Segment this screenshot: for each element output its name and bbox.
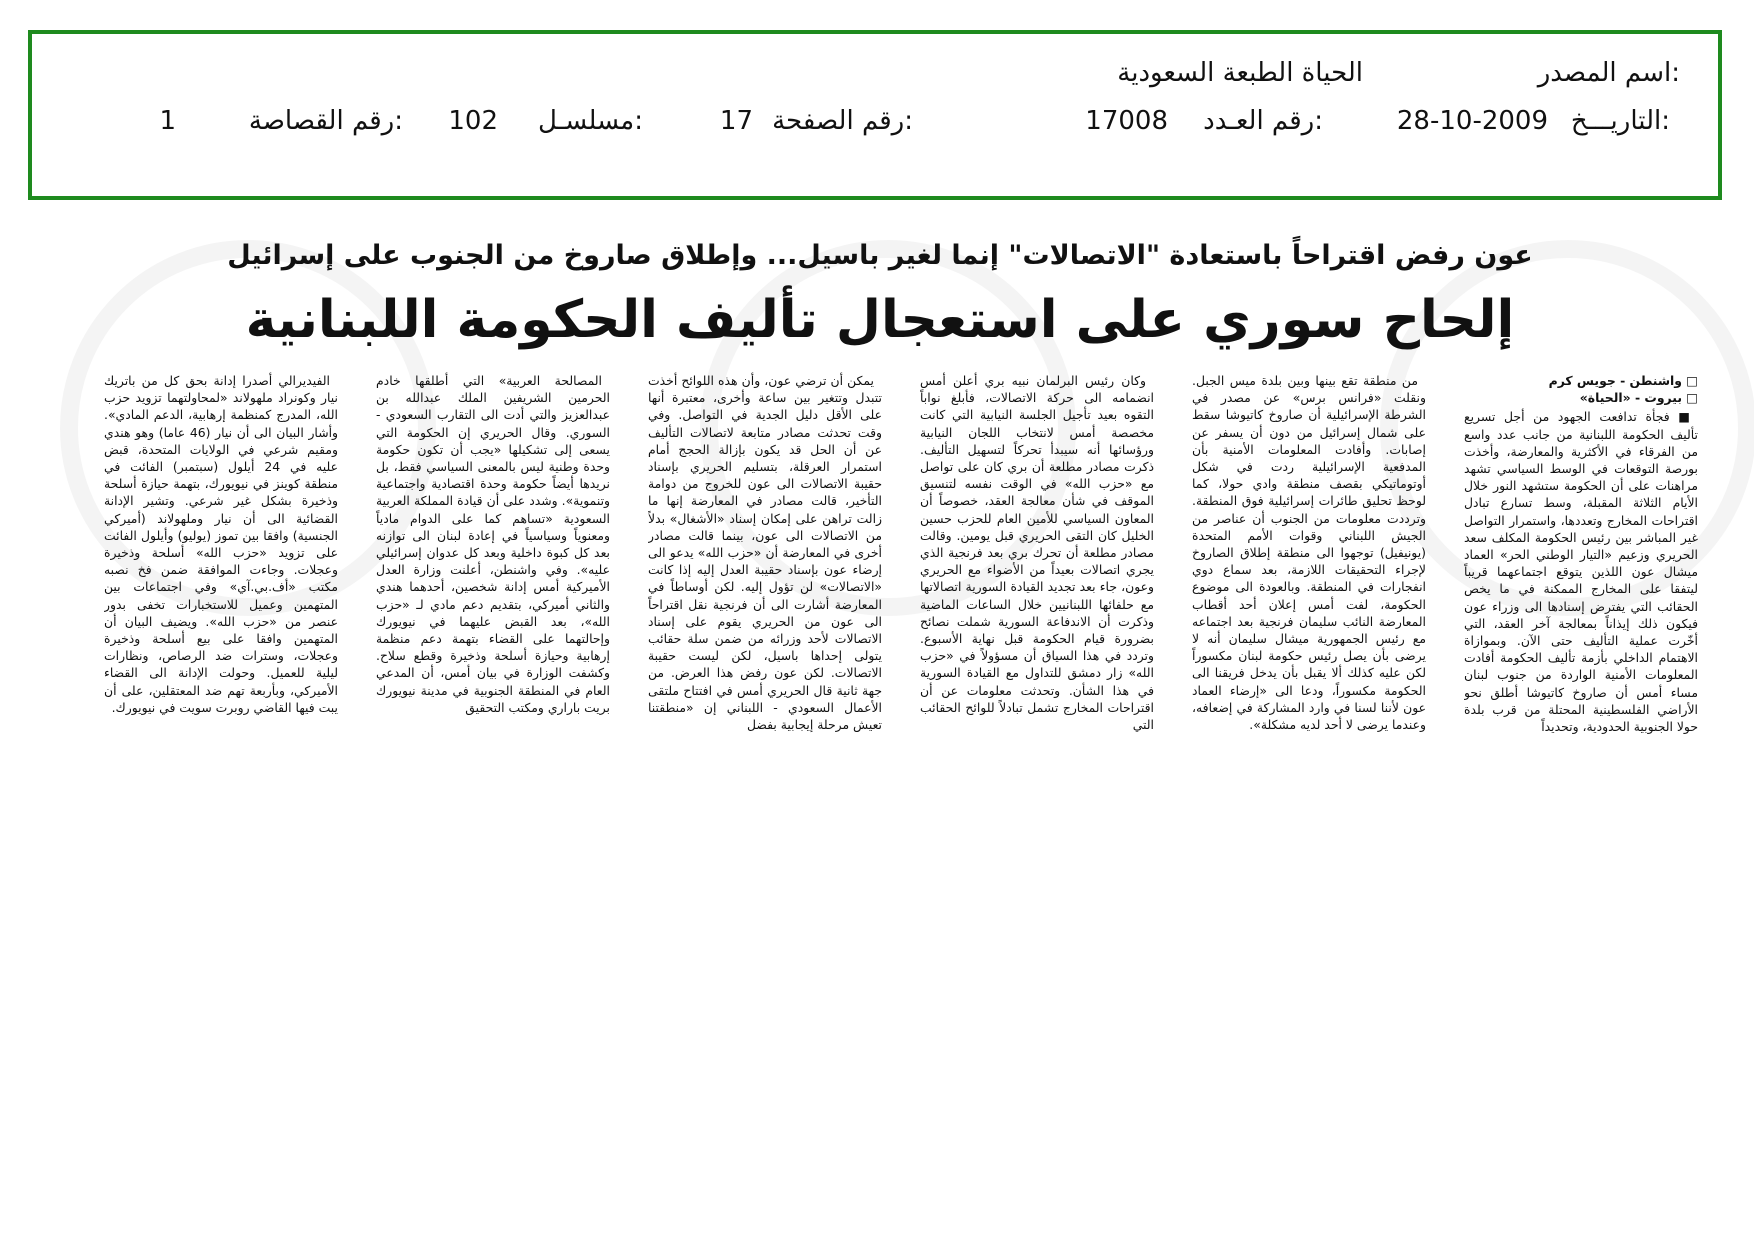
article-column-4 — [648, 372, 882, 802]
byline-beirut: □ بيروت - «الحياة» — [1579, 390, 1698, 406]
source-label: اسم المصدر: — [1537, 58, 1680, 88]
article-column-6 — [104, 372, 338, 802]
clipping-value: 1 — [159, 106, 176, 136]
column-text: يمكن أن ترضي عون، وأن هذه اللوائح أخذت تتبدل وتتغير بين ساعة وأخرى، معتبرة أنها على الأقل دليل الجدية في التواصل. وفي وقت تحدثت مصادر متابعة لاتصالات التأليف عن أن الحل قد يكون بإزالة الحجج أمام استمرار العرقلة، بتسليم الحريري بإسناد حقيبة الاتصالات الى عون للخروج من دوامة التأخير، قالت مصادر في المعارضة إنها ما زالت تراهن على إمكان إسناد «الأشغال» بدلاً من الاتصالات الى عون، بينما قالت مصادر أخرى في المعارضة أن «حزب الله» يدعو الى إرضاء عون بإسناد حقيبة العدل إليه إذا كانت «الاتصالات» لن تؤول إليه. لكن أوساطاً في المعارضة أشارت الى أن فرنجية نقل اقتراحاً الى عون من الحريري يقوم على إسناد الاتصالات لأحد وزرائه من ضمن سلة حقائب يتولى إحداها باسيل، لكن ليست حقيبة الاتصالات. لكن عون رفض هذا العرض. من جهة ثانية قال الحريري أمس في افتتاح ملتقى الأعمال السعودي - اللبناني إن «منطقتنا تعيش مرحلة إيجابية بفضل — [648, 373, 882, 733]
column-text: وكان رئيس البرلمان نبيه بري أعلن أمس انضمامه الى حركة الاتصالات، فأبلغ نواباً التقوه بعيد تأجيل الجلسة النيابية التي كانت مخصصة أمس لانتخاب اللجان النيابية ورؤسائها أنه سيبدأ تحركاً لتسهيل التأليف. ذكرت مصادر مطلعة أن بري كان على تواصل مع «حزب الله» في الوقت نفسه لتنسيق الموقف في شأن معالجة العقد، خصوصاً أن المعاون السياسي للأمين العام للحزب حسين الخليل كان التقى الحريري قبل يومين. وقالت مصادر مطلعة أن تحرك بري بعد فرنجية الذي يجري اتصالات بعيداً من الأضواء مع الحريري وعون، جاء بعد تجديد القيادة السورية اتصالاتها مع حلفائها اللبنانيين خلال الساعات الماضية وذكرت أن الاندفاعة السورية شملت نصائح بضرورة قيام الحكومة قبل نهاية الأسبوع. وتردد في هذا السياق أن مسؤولاً في «حزب الله» زار دمشق للتداول مع القيادة السورية في هذا الشأن. وتحدثت معلومات عن أن اقتراحات المخارج تشمل تبادلاً للوائح الحقائب التي — [920, 373, 1154, 733]
date-label: التاريـــخ: — [1570, 106, 1670, 136]
issue-label: رقم العـدد: — [1203, 106, 1323, 136]
column-text: المصالحة العربية» التي أطلقها خادم الحرمين الشريفين الملك عبدالله بن عبدالعزيز والتي أدت الى التقارب السعودي - السوري. وقال الحريري إن الحكومة التي يسعى إلى تشكيلها «يجب أن تكون حكومة وحدة وطنية ليس بالمعنى السياسي فقط، بل نريدها أيضاً حكومة وحدة اقتصادية واجتماعية وتنموية». وشدد على أن قيادة المملكة العربية السعودية «تساهم كما على الدوام مادياً ومعنوياً وسياسياً في إعادة لبنان الى توازنه بعد كل كبوة داخلية وبعد كل عدوان إسرائيلي عليه». وفي واشنطن، أعلنت وزارة العدل الأميركية أمس إدانة شخصين، أحدهما هندي والثاني أميركي، بتقديم دعم مادي لـ «حزب الله»، بعد القبض عليهما في نيويورك وإحالتهما على القضاء بتهمة دعم منظمة إرهابية وحيازة أسلحة وذخيرة وقطع سلاح. وكشفت الوزارة في بيان أمس، أن المدعي العام في المنطقة الجنوبية في مدينة نيويورك بريت باراري ومكتب التحقيق — [376, 373, 610, 715]
column-text: الفيديرالي أصدرا إدانة بحق كل من باتريك نيار وكونراد ملهولاند «لمحاولتهما تزويد حزب الله، المدرج كمنظمة إرهابية، الدعم المادي». وأشار البيان الى أن نيار (46 عاما) وهو هندي ومقيم شرعي في الولايات المتحدة، قبض عليه في 24 أيلول (سبتمبر) الفائت في منطقة كوينز في نيويورك، بتهمة حيازة أسلحة وذخيرة بشكل غير شرعي. وتشير الإدانة القضائية الى أن نيار وملهولاند (أميركي الجنسية) وافقا بين تموز (يوليو) وأيلول الفائت على تزويد «حزب الله» أسلحة وذخيرة وعجلات. وجاءت الموافقة ضمن فخ نصبه مكتب «أف.بي.آي» وفي اجتماعات بين المتهمين وعميل للاستخبارات تخفى بدور عنصر من «حزب الله». ويضيف البيان أن المتهمين وافقا على بيع أسلحة وذخيرة وعجلات، وسترات ضد الرصاص، ونظارات ليلية للعميل. وحولت الإدانة الى القضاء الأميركي، وبأربعة تهم ضد المعتقلين، على أن يبت فيها القاضي روبرت سويت في نيويورك. — [104, 373, 338, 715]
article-column-5 — [376, 372, 610, 802]
serial-label: مسلسـل: — [538, 106, 643, 136]
column-text: ■ فجأة تدافعت الجهود من أجل تسريع تأليف الحكومة اللبنانية من جانب عدد واسع من الفرقاء في الأكثرية والمعارضة، وأخذت بورصة التوقعات في الوسط السياسي تشهد مراهنات على أن الحكومة ستشهد النور خلال الأيام الثلاثة المقبلة، وسط تسارع تبادل اقتراحات المخارج وتعددها، واستمرار التواصل غير المباشر بين رئيس الحكومة المكلف سعد الحريري وزعيم «التيار الوطني الحر» العماد ميشال عون اللذين يتوقع اجتماعهما قريباً ليتفقا على المخارج الممكنة في ما يخص الحقائب التي يفترض إسنادها الى وزراء عون فيكون ذلك إيذاناً بمعالجة آخر العقد، التي أخّرت عملية التأليف حتى الآن. وبموازاة الاهتمام الداخلي بأزمة تأليف الحكومة أفادت المعلومات الأمنية الواردة من جنوب لبنان مساء أمس أن صاروخ كاتيوشا أطلق نحو الأراضي الفلسطينية المحتلة من قرب بلدة حولا الجنوبية الحدودية، وتحديداً — [1464, 409, 1698, 735]
page-label: رقم الصفحة: — [772, 106, 913, 136]
page-value: 17 — [719, 106, 753, 136]
article-column-1 — [1464, 372, 1698, 802]
article-title: إلحاح سوري على استعجال تأليف الحكومة اللبنانية — [245, 290, 1515, 350]
byline-washington: □ واشنطن - جويس كرم — [1548, 373, 1698, 388]
date-value: 28-10-2009 — [1396, 106, 1548, 136]
clipping-label: رقم القصاصة: — [248, 106, 403, 136]
byline — [1464, 372, 1698, 406]
article-column-2 — [1192, 372, 1426, 802]
article-kicker: عون رفض اقتراحاً باستعادة "الاتصالات" إنما لغير باسيل... وإطلاق صاروخ من الجنوب على إسرائيل — [227, 240, 1533, 271]
issue-value: 17008 — [1085, 106, 1168, 136]
column-text: من منطقة تقع بينها وبين بلدة ميس الجبل. ونقلت «فرانس برس» عن مصدر في الشرطة الإسرائيلية أن صاروخ كاتيوشا سقط على شمال إسرائيل من دون أن يسفر عن إصابات. وأفادت المعلومات الأمنية بأن المدفعية الإسرائيلية ردت في شكل أوتوماتيكي بقصف منطقة وادي حولا، كما لوحظ تحليق طائرات إسرائيلية فوق المنطقة. وترددت معلومات من الجنوب أن عناصر من الجيش اللبناني وقوات الأمم المتحدة (يونيفيل) توجهوا الى منطقة إطلاق الصاروخ لإجراء التحقيقات اللازمة، بعد سماع دوي انفجارات في المنطقة. وبالعودة الى موضوع الحكومة، لفت أمس إعلان أحد أقطاب المعارضة النائب سليمان فرنجية بعد اجتماعه مع رئيس الجمهورية ميشال سليمان أنه لا يرضى بأن يصل رئيس حكومة لبنان مكسوراً لكن عليه كذلك ألا يقبل بأن يدخل فريقنا الى الحكومة مكسوراً، ودعا الى «إرضاء العماد عون لأننا لسنا في وارد المشاركة في إضعافه، وعندما يرضى لا أحد لديه مشكلة». — [1192, 373, 1426, 733]
clipping-header — [28, 30, 1722, 200]
source-value: الحياة الطبعة السعودية — [1117, 58, 1363, 88]
serial-value: 102 — [448, 106, 498, 136]
article-column-3 — [920, 372, 1154, 802]
article-body — [98, 372, 1698, 802]
